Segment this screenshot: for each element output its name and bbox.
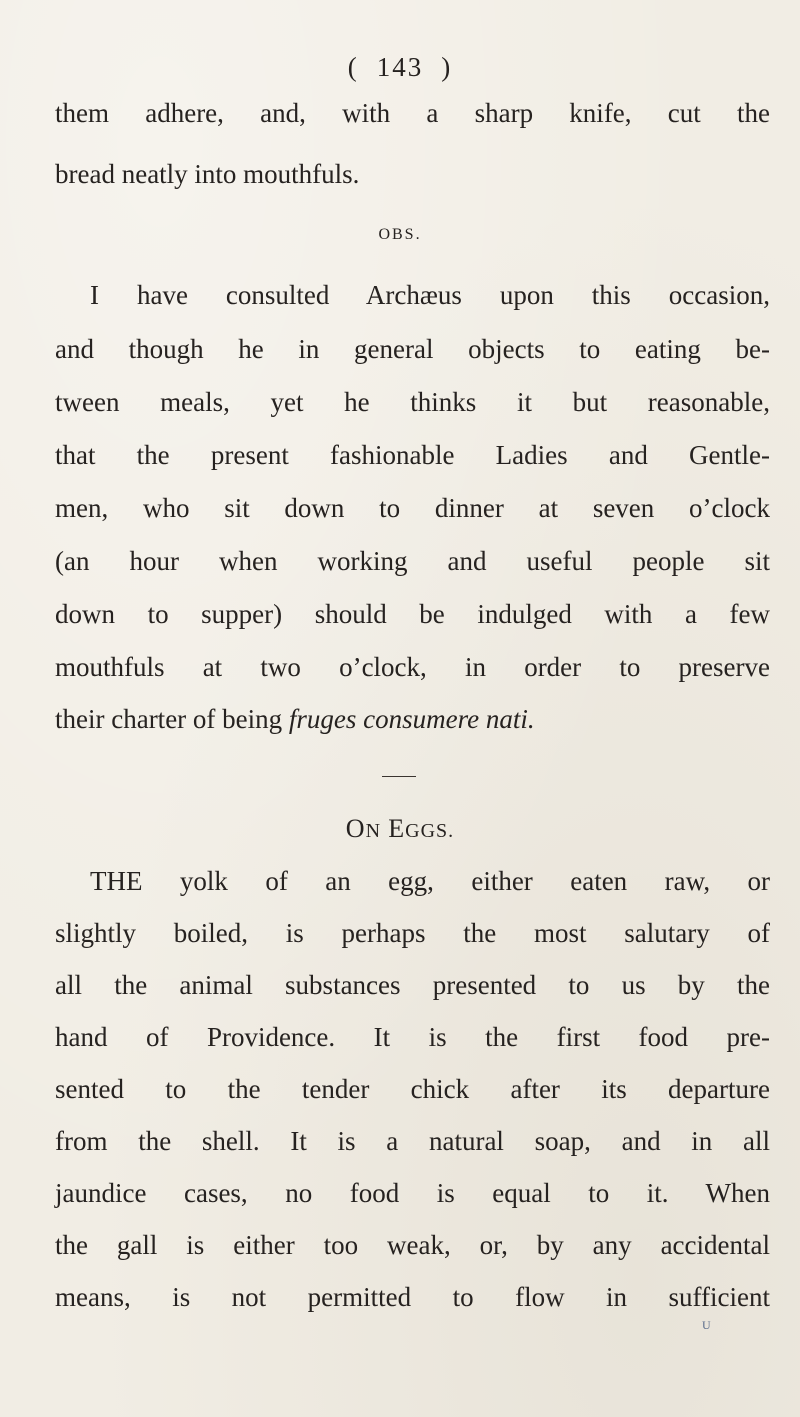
obs-label: OBS.: [378, 226, 422, 243]
paragraph-3-line-8: the gall is either too weak, or, by any accidental: [55, 1230, 770, 1260]
paragraph-2-line-9: [55, 706, 770, 733]
paragraph-2-line-3: tween meals, yet he thinks it but reasonable,: [55, 387, 770, 417]
heading-initial-e: E: [388, 814, 406, 843]
paragraph-3-line-4: hand of Providence. It is the first food pre-: [55, 1022, 770, 1052]
paragraph-3-line-1: THE yolk of an egg, either eaten raw, or: [90, 866, 770, 896]
section-divider-rule: [382, 776, 416, 777]
paragraph-2-last-line-text: their charter of being: [55, 704, 289, 734]
heading-rest-n: N: [365, 820, 382, 842]
paragraph-2-line-5: men, who sit down to dinner at seven o’clock: [55, 493, 770, 523]
paragraph-3-line-5: sented to the tender chick after its departure: [55, 1074, 770, 1104]
signature-mark: U: [702, 1318, 711, 1332]
heading-initial-o: O: [345, 814, 366, 843]
paragraph-2-line-1: I have consulted Archæus upon this occasion,: [90, 280, 770, 310]
paragraph-1-line-2: bread neatly into mouthfuls.: [55, 159, 360, 189]
close-paren: ): [441, 52, 453, 82]
latin-phrase: fruges consumere nati.: [288, 704, 535, 734]
paragraph-3-line-3: all the animal substances presented to us by the: [55, 970, 770, 1000]
page-number: 143: [376, 52, 424, 82]
section-heading: [0, 814, 800, 844]
paragraph-3-line-6: from the shell. It is a natural soap, and in all: [55, 1126, 770, 1156]
paragraph-2-line-8: mouthfuls at two o’clock, in order to preserve: [55, 652, 770, 682]
paragraph-3-line-2: slightly boiled, is perhaps the most salutary of: [55, 918, 770, 948]
paragraph-2-line-2: and though he in general objects to eating be-: [55, 334, 770, 364]
paragraph-1-line-1: them adhere, and, with a sharp knife, cut the: [55, 98, 770, 128]
paragraph-2-line-7: down to supper) should be indulged with a few: [55, 599, 770, 629]
paragraph-2-line-4: that the present fashionable Ladies and Gentle-: [55, 440, 770, 470]
page-number-header: [0, 52, 800, 83]
paragraph-3-line-7: jaundice cases, no food is equal to it. When: [55, 1178, 770, 1208]
heading-rest-ggs: GGS.: [405, 820, 455, 842]
open-paren: (: [347, 52, 359, 82]
paragraph-3-line-9: means, is not permitted to flow in sufficient: [55, 1282, 770, 1312]
paragraph-2-line-6: (an hour when working and useful people sit: [55, 546, 770, 576]
